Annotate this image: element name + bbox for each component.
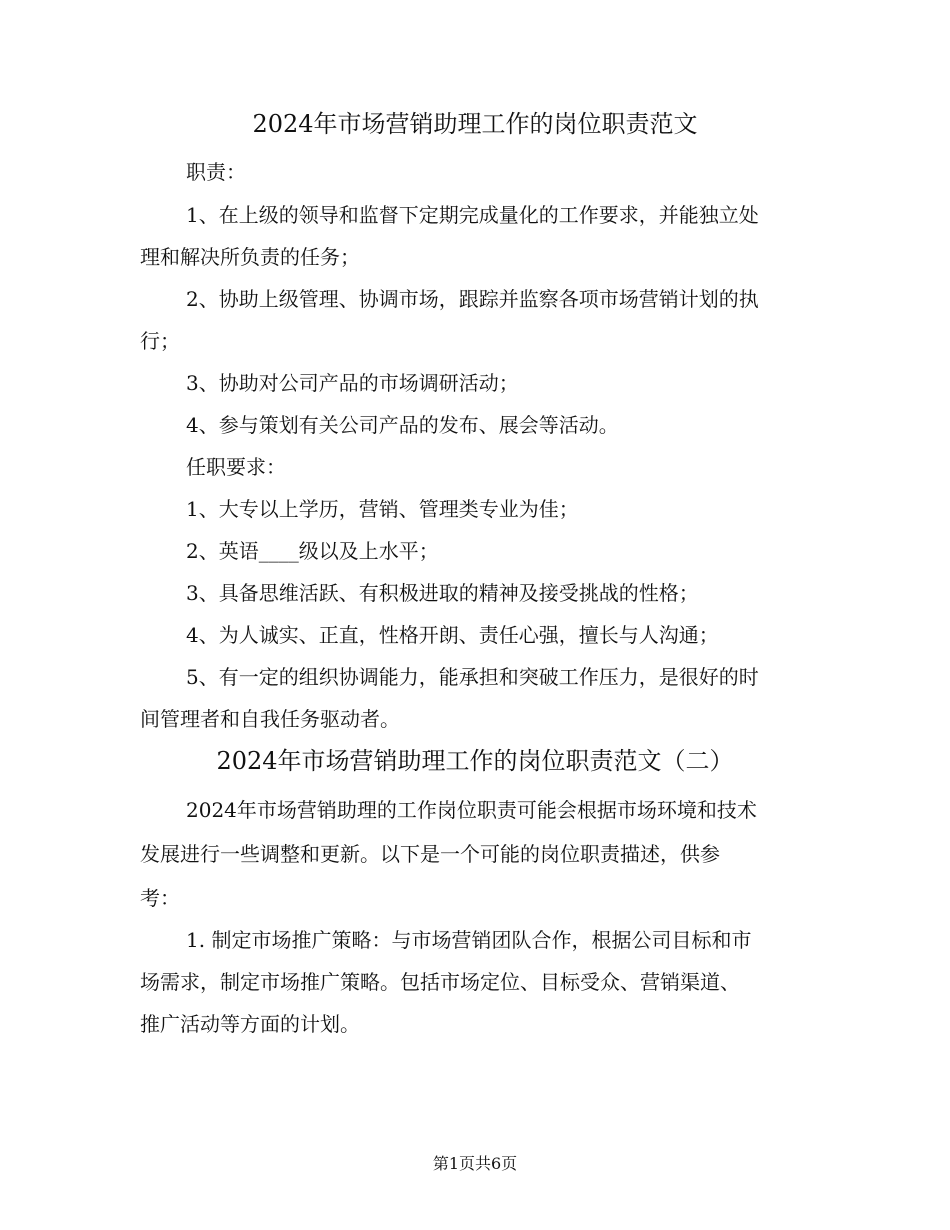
requirement-item-5-line-2: 间管理者和自我任务驱动者。 (140, 707, 400, 731)
page-indicator: 第1页共6页 (432, 1154, 518, 1173)
intro-paragraph-line-2: 发展进行一些调整和更新。以下是一个可能的岗位职责描述，供参 (140, 842, 720, 866)
intro-paragraph-line-1: 2024年市场营销助理的工作岗位职责可能会根据市场环境和技术 (186, 798, 757, 822)
duty-item-1-line-1: 1、在上级的领导和监督下定期完成量化的工作要求，并能独立处 (186, 203, 759, 227)
requirement-item-4: 4、为人诚实、正直，性格开朗、责任心强，擅长与人沟通； (186, 623, 719, 647)
strategy-item-1-line-1: 1. 制定市场推广策略：与市场营销团队合作，根据公司目标和市 (186, 928, 752, 952)
requirement-item-5-line-1: 5、有一定的组织协调能力，能承担和突破工作压力，是很好的时 (186, 665, 759, 689)
duty-item-4: 4、参与策划有关公司产品的发布、展会等活动。 (186, 413, 619, 437)
section-title-2: 2024年市场营销助理工作的岗位职责范文（二） (216, 747, 734, 775)
strategy-item-1-line-3: 推广活动等方面的计划。 (140, 1012, 360, 1036)
requirement-item-2: 2、英语____级以及上水平； (186, 539, 439, 563)
duty-item-2-line-1: 2、协助上级管理、协调市场，跟踪并监察各项市场营销计划的执 (186, 287, 759, 311)
duty-item-2-line-2: 行； (140, 329, 180, 353)
requirement-item-1: 1、大专以上学历，营销、管理类专业为佳； (186, 497, 579, 521)
intro-paragraph-line-3: 考： (140, 886, 180, 910)
document-title: 2024年市场营销助理工作的岗位职责范文 (252, 110, 698, 138)
duty-item-3: 3、协助对公司产品的市场调研活动； (186, 371, 519, 395)
strategy-item-1-line-2: 场需求，制定市场推广策略。包括市场定位、目标受众、营销渠道、 (140, 970, 740, 994)
duty-item-1-line-2: 理和解决所负责的任务； (140, 245, 360, 269)
section-heading-requirements: 任职要求： (186, 455, 286, 479)
section-heading-duties: 职责： (186, 160, 246, 184)
requirement-item-3: 3、具备思维活跃、有积极进取的精神及接受挑战的性格； (186, 581, 699, 605)
